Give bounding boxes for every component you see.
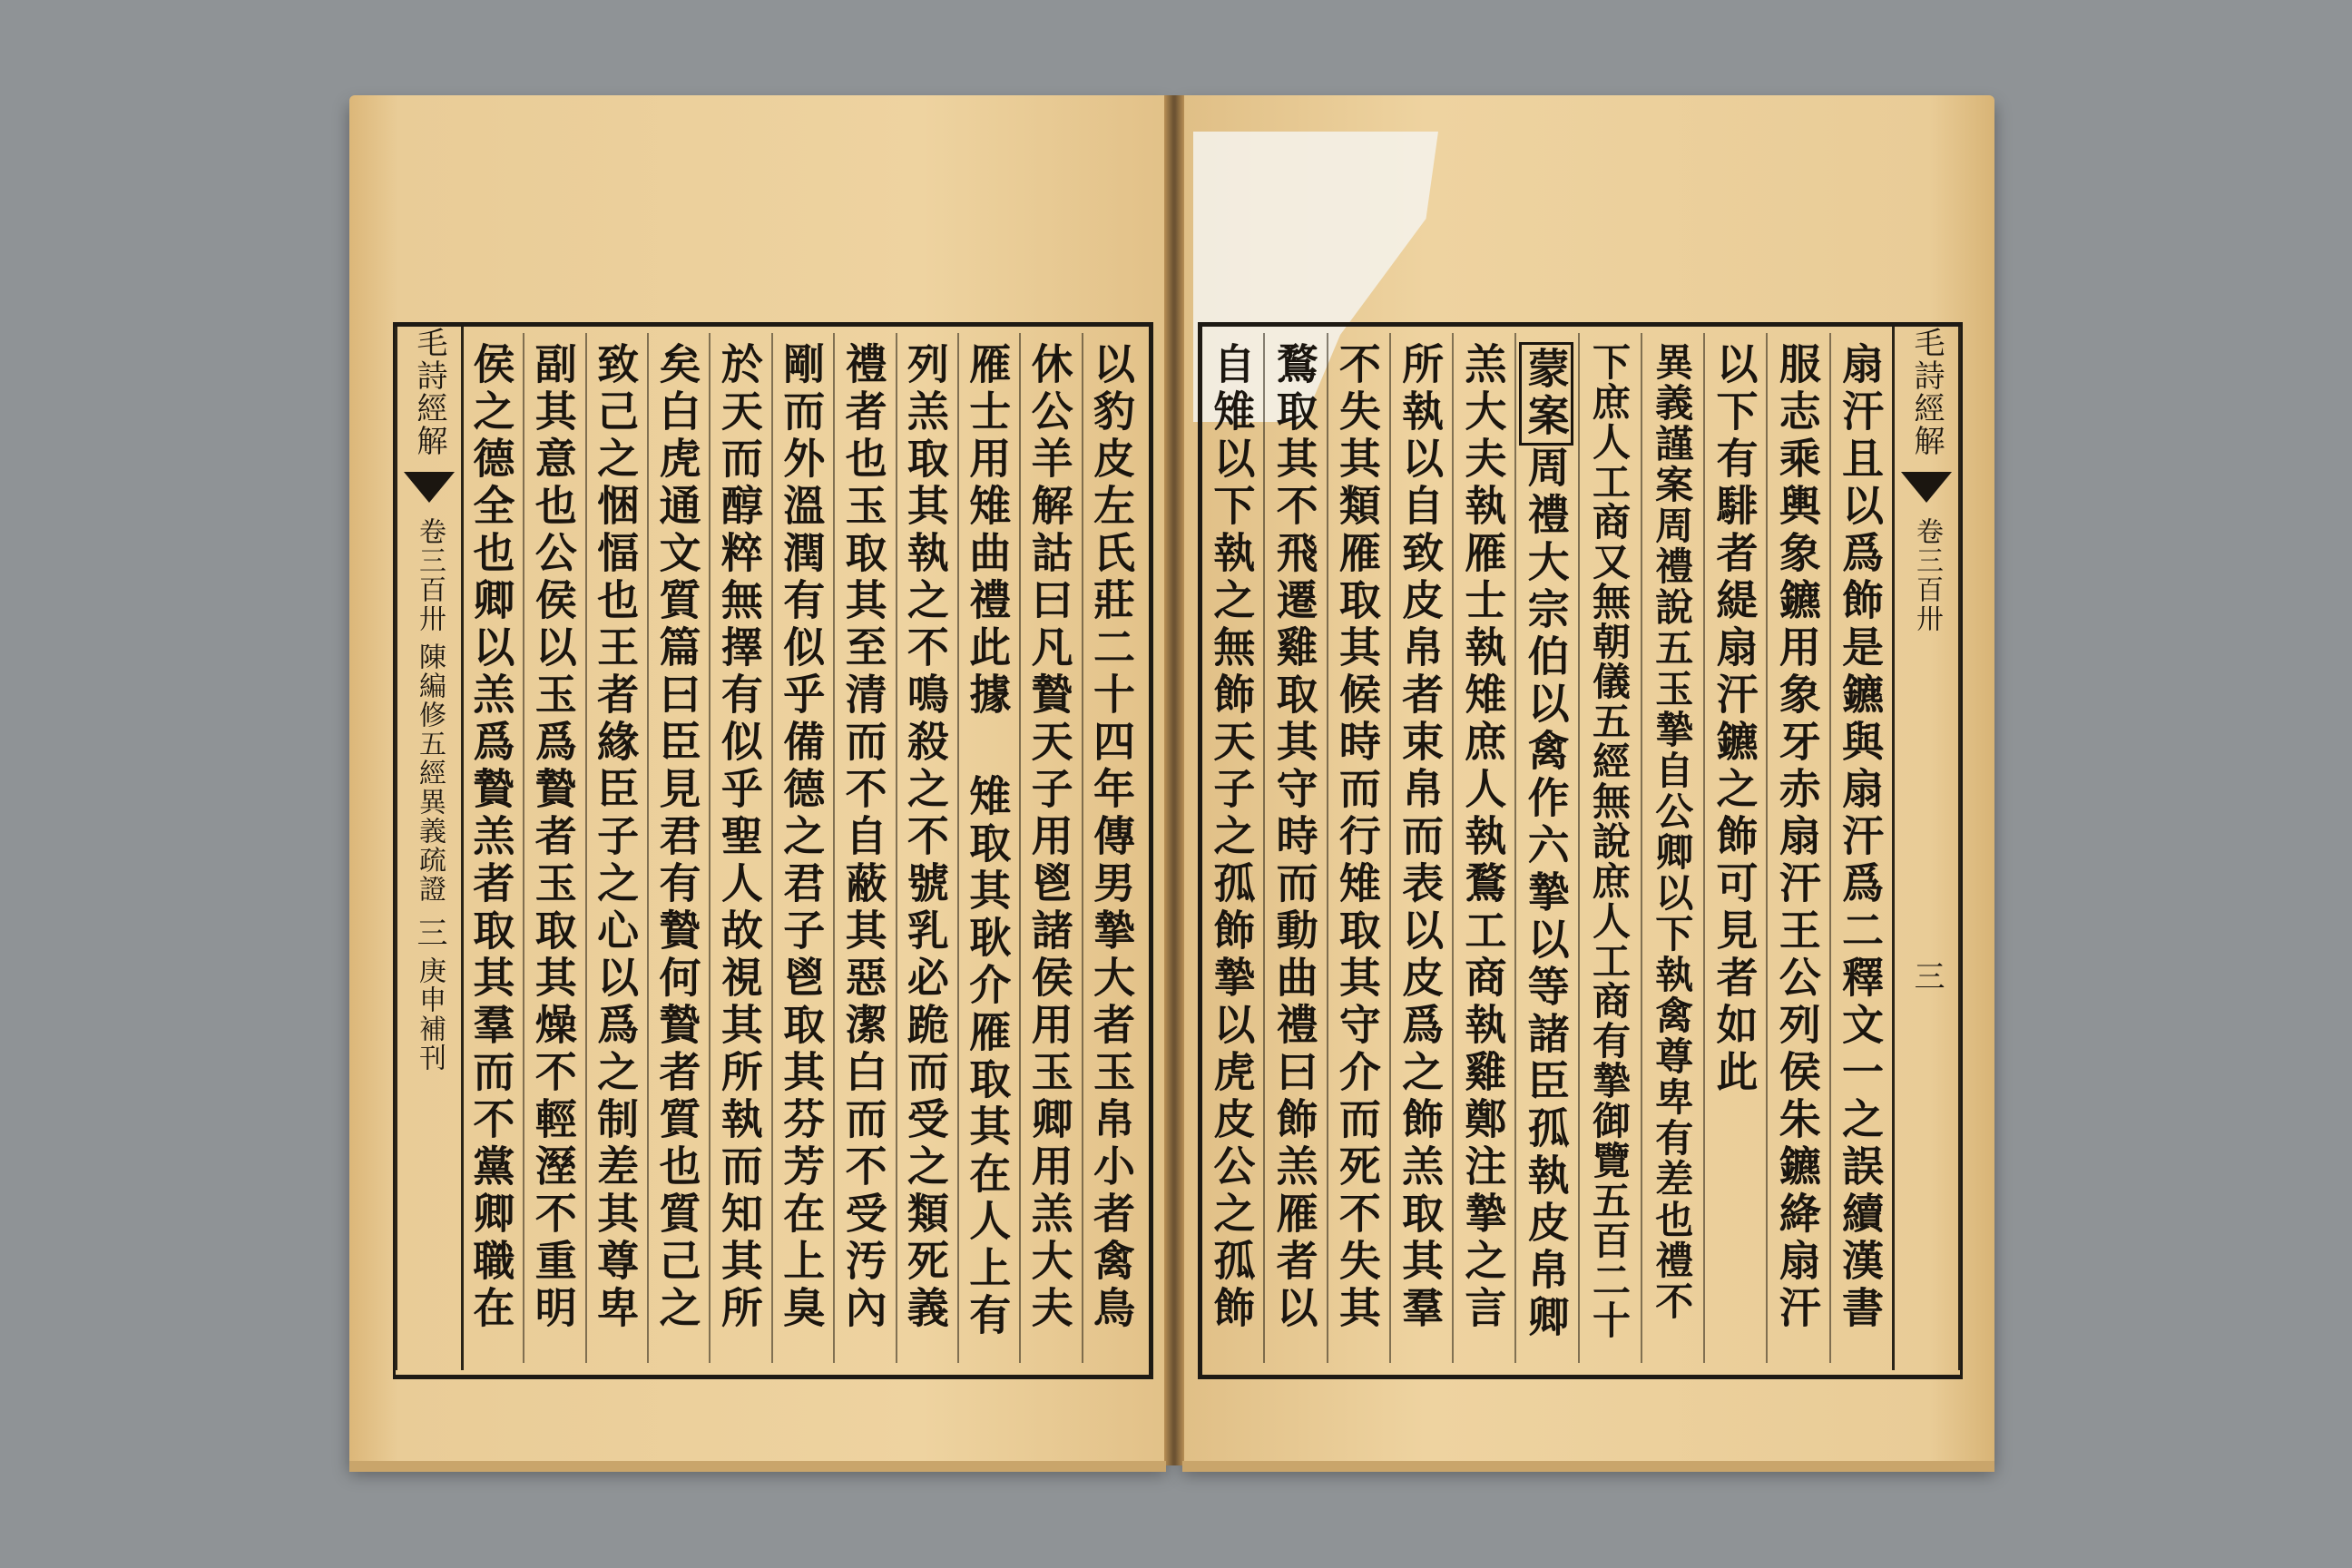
text-column: 列羔取其執之不鳴殺之不號乳必跪而受之類死義 — [896, 333, 957, 1363]
right-banxin-folio: 三 — [1908, 960, 1945, 993]
text-column: 致己之悃愊也王者緣臣子之心以爲之制差其尊卑 — [585, 333, 647, 1363]
column-rest: 周禮大宗伯以禽作六摯以等諸臣孤執皮帛卿 — [1521, 446, 1571, 1342]
left-banxin-chapter: 卷三百卅 — [414, 517, 446, 633]
text-column: 下庶人工商又無朝儀五經無說庶人工商有摯御覽五百二十 — [1578, 333, 1641, 1363]
right-banxin-title: 毛詩經解 — [1908, 327, 1945, 457]
book-gutter — [1164, 95, 1184, 1465]
text-column: 所執以自致皮帛者束帛而表以皮爲之飾羔取其羣 — [1389, 333, 1452, 1363]
left-text-columns — [463, 333, 1143, 1363]
text-column: 以豹皮左氏莊二十四年傳男摯大者玉帛小者禽鳥 — [1082, 333, 1143, 1363]
text-column: 異義謹案周禮說五玉摯自公卿以下執禽尊卑有差也禮不 — [1641, 333, 1703, 1363]
right-page-edge — [1182, 1461, 1994, 1472]
left-banxin-author: 陳編修五經異義疏證 — [414, 642, 446, 904]
text-column-annotated — [1514, 333, 1577, 1363]
text-column: 自雉以下執之無飾天子之孤飾摯以虎皮公之孤飾 — [1207, 342, 1257, 1333]
boxed-mark: 蒙案 — [1519, 342, 1573, 446]
text-column: 矣白虎通文質篇曰臣見君有贄何贄者質也質己之 — [647, 333, 709, 1363]
text-column: 副其意也公侯以玉爲贄者玉取其燥不輕溼不重明 — [523, 333, 584, 1363]
fishtail-icon — [404, 472, 455, 503]
text-column: 侯之德全也卿以羔爲贄羔者取其羣而不黨卿職在 — [466, 342, 516, 1333]
book-spread — [349, 95, 1996, 1479]
text-column: 於天而醇粹無擇有似乎聖人故視其所執而知其所 — [709, 333, 770, 1363]
fishtail-icon — [1901, 472, 1952, 503]
text-column: 扇汗且以爲飾是鑣與扇汗爲二釋文一之誤續漢書 — [1829, 333, 1892, 1363]
text-column: 以下有騑者緹扇汗鑣之飾可見者如此 — [1703, 333, 1766, 1363]
text-column: 鶩取其不飛遷雞取其守時而動曲禮曰飾羔雁者以 — [1263, 333, 1326, 1363]
text-column: 不失其類雁取其候時而行雉取其守介而死不失其 — [1327, 333, 1389, 1363]
text-column: 禮者也玉取其至清而不自蔽其惡潔白而不受汚內 — [833, 333, 895, 1363]
text-column: 雁士用雉曲禮此據 雉取其耿介雁取其在人上有 — [957, 333, 1019, 1363]
left-banxin-print-note: 庚申補刊 — [414, 956, 446, 1073]
text-column: 剛而外溫潤有似乎備德之君子鬯取其芬芳在上臭 — [771, 333, 833, 1363]
text-column: 休公羊解詁曰凡贄天子用鬯諸侯用玉卿用羔大夫 — [1019, 333, 1081, 1363]
right-banxin — [1892, 327, 1961, 1370]
left-banxin — [395, 327, 464, 1370]
left-banxin-folio: 三 — [411, 916, 447, 949]
text-column: 服志乘輿象鑣用象牙赤扇汗王公列侯朱鑣絳扇汗 — [1766, 333, 1828, 1363]
left-page-edge — [349, 1461, 1166, 1472]
text-column: 羔大夫執雁士執雉庶人執鶩工商執雞鄭注摯之言 — [1452, 333, 1514, 1363]
right-text-columns — [1202, 333, 1892, 1363]
right-banxin-chapter: 卷三百卅 — [1911, 517, 1943, 633]
left-banxin-title: 毛詩經解 — [411, 327, 447, 457]
